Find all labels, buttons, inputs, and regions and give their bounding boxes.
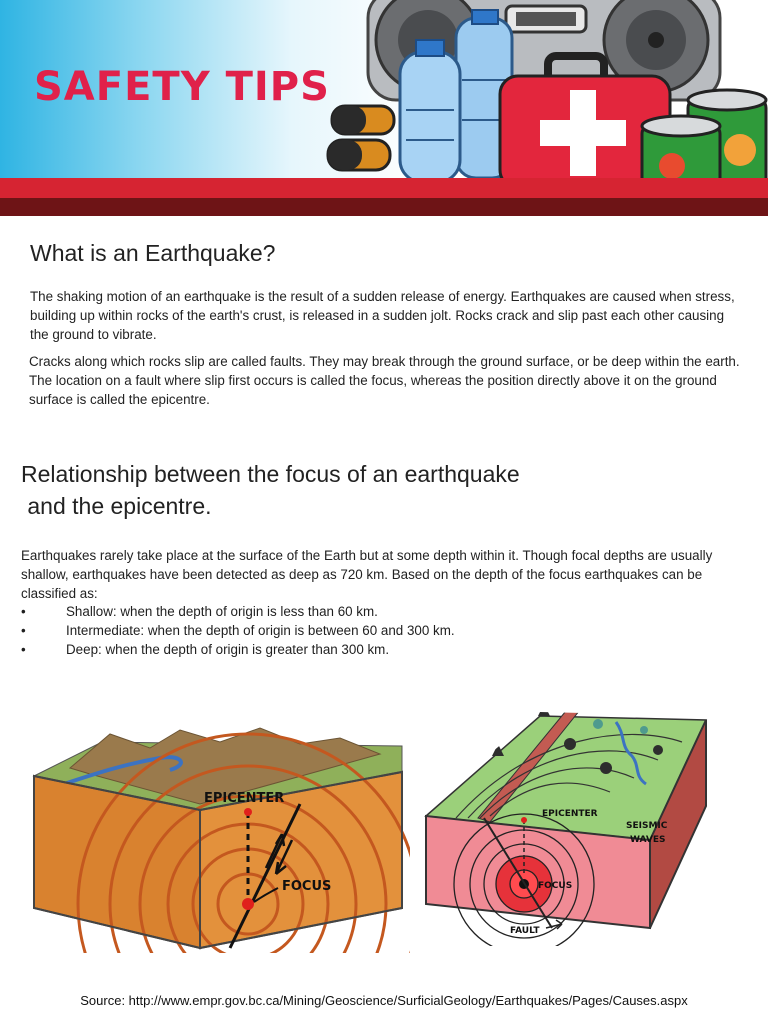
section-heading-earthquake: What is an Earthquake?	[30, 240, 276, 266]
bullet-icon: •	[21, 604, 26, 619]
emergency-supplies-illustration	[320, 0, 768, 180]
heading-line-1: Relationship between the focus of an earthquake	[21, 461, 520, 487]
seismic-label: SEISMIC	[626, 821, 668, 831]
paragraph-shaking-motion: The shaking motion of an earthquake is the result of a sudden release of energy. Earthquakes are caused when stress, building up within rocks of the earth's crust, is released in a sudden jolt. Rocks crack and slip past each other causing the ground to vibrate.	[30, 289, 735, 342]
batteries-icon	[328, 106, 394, 170]
fault-block-diagram-right	[420, 696, 710, 946]
heading-line-2: and the epicentre.	[21, 493, 212, 519]
header-stripe-red	[0, 178, 768, 198]
list-item: • Shallow: when the depth of origin is less than 60 km.	[21, 604, 378, 619]
header-banner	[0, 0, 768, 180]
focus-label: FOCUS	[538, 881, 573, 891]
bullet-icon: •	[21, 623, 26, 638]
section-heading-relationship	[21, 458, 520, 522]
epicenter-label: EPICENTER	[542, 809, 598, 819]
list-item: • Intermediate: when the depth of origin is between 60 and 300 km.	[21, 623, 455, 638]
waves-label: WAVES	[630, 835, 666, 845]
bullet-icon: •	[21, 642, 26, 657]
paragraph-focal-depths: Earthquakes rarely take place at the surface of the Earth but at some depth within it. Though focal depths are usually shallow, earthquakes have been detected as deep as 720 km. Based on the depth of the focus earthquakes can be classified as:	[21, 548, 713, 601]
paragraph-faults: Cracks along which rocks slip are called faults. They may break through the ground surface, or be deep within the earth. The location on a fault where slip first occurs is called the focus, whereas the position directly above it on the ground surface is called the epicentre.	[29, 354, 740, 407]
source-citation: Source: http://www.empr.gov.bc.ca/Mining/Geoscience/SurficialGeology/Earthquakes/Pages/Causes.aspx	[80, 993, 688, 1008]
earthquake-block-diagram-left	[30, 708, 410, 953]
list-item: • Deep: when the depth of origin is greater than 300 km.	[21, 642, 390, 657]
depth-classification-list	[21, 602, 761, 659]
fault-label: FAULT	[510, 926, 540, 936]
header-stripe-dark	[0, 198, 768, 216]
epicenter-label: EPICENTER	[204, 791, 285, 806]
focus-label: FOCUS	[282, 879, 332, 894]
page-title: SAFETY TIPS	[34, 64, 330, 110]
